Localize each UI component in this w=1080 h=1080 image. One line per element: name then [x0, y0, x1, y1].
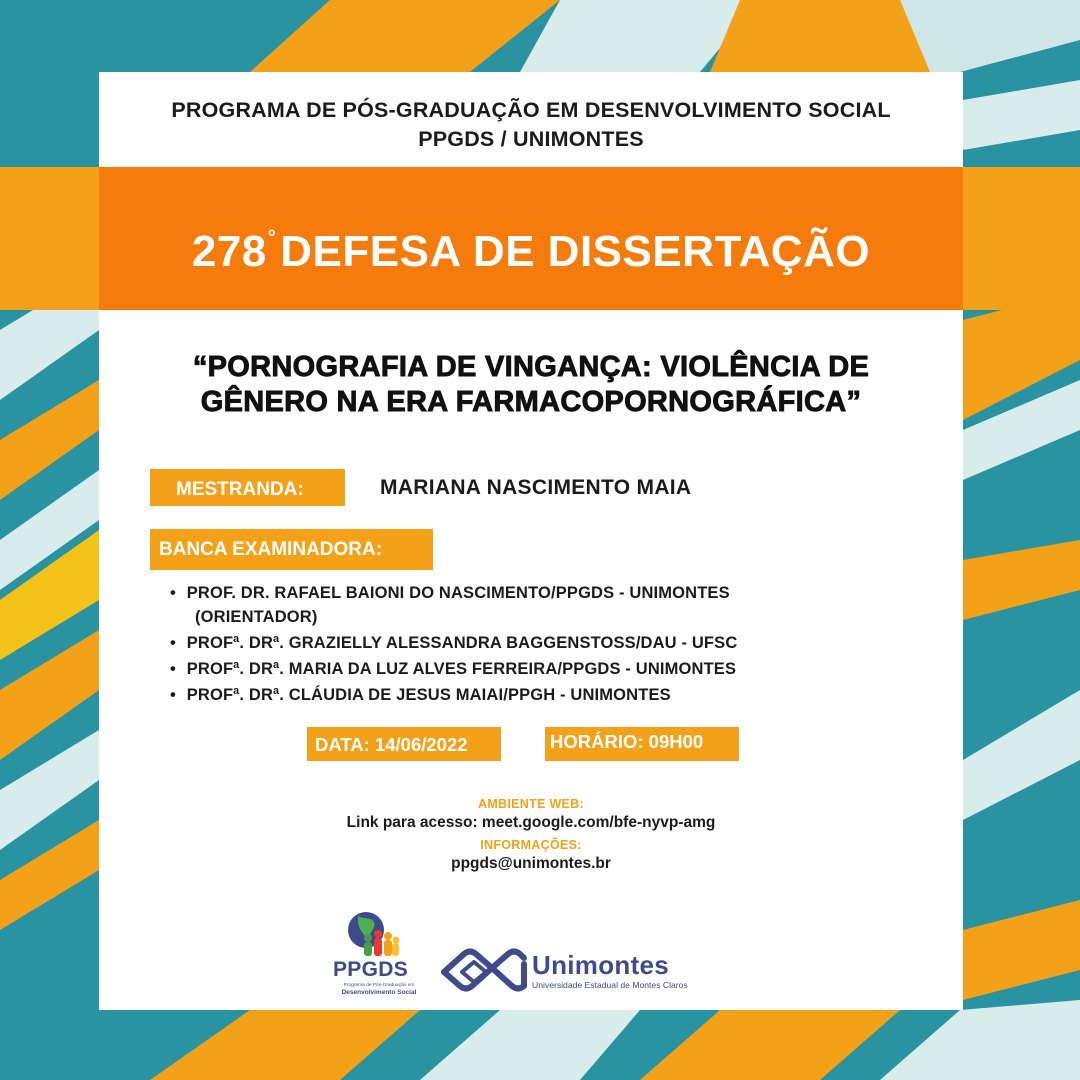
committee-member — [170, 581, 737, 629]
thesis-title — [99, 350, 963, 420]
member-role: (ORIENTADOR) — [195, 608, 318, 626]
member-name: PROF. DR. RAFAEL BAIONI DO NASCIMENTO/PPGDS - UNIMONTES — [186, 584, 730, 602]
contact-email[interactable]: ppgds@unimontes.br — [451, 855, 611, 872]
defense-number: 278 — [191, 227, 267, 276]
bullet: • — [170, 686, 176, 704]
program-abbreviation: PPGDS / UNIMONTES — [418, 127, 644, 151]
unimontes-subtitle: Universidade Estadual de Montes Claros — [532, 980, 688, 990]
defense-title-text: DEFESA DE DISSERTAÇÃO — [280, 227, 871, 276]
bullet: • — [170, 584, 176, 602]
time-badge: HORÁRIO: 09H00 — [545, 727, 739, 761]
bullet: • — [170, 660, 176, 678]
student-name: MARIANA NASCIMENTO MAIA — [380, 476, 692, 499]
ordinal-mark: ° — [267, 227, 277, 249]
ppgds-name: PPGDS — [333, 958, 409, 981]
committee-list — [170, 581, 737, 709]
student-label: MESTRANDA: — [150, 469, 345, 506]
thesis-title-line-1: “PORNOGRAFIA DE VINGANÇA: VIOLÊNCIA DE — [192, 351, 870, 383]
committee-member — [170, 683, 737, 707]
unimontes-name: Unimontes — [532, 950, 670, 980]
thesis-title-line-2: GÊNERO NA ERA FARMACOPORNOGRÁFICA” — [200, 386, 862, 418]
ppgds-subtitle-2: Desenvolvimento Social — [341, 989, 417, 996]
member-name: PROFª. DRª. GRAZIELLY ALESSANDRA BAGGENSTOSS/DAU - UFSC — [186, 634, 738, 652]
defense-title — [99, 210, 963, 280]
committee-label: BANCA EXAMINADORA: — [150, 529, 433, 570]
member-name: PROFª. DRª. CLÁUDIA DE JESUS MAIAI/PPGH - UNIMONTES — [186, 686, 671, 704]
meeting-link[interactable]: Link para acesso: meet.google.com/bfe-nyvp-amg — [346, 814, 716, 831]
web-label: AMBIENTE WEB: — [478, 797, 584, 811]
committee-member — [170, 631, 737, 655]
program-header — [99, 96, 963, 154]
info-label: INFORMAÇÕES: — [480, 838, 582, 852]
bullet: • — [170, 634, 176, 652]
date-badge: DATA: 14/06/2022 — [307, 727, 501, 761]
ppgds-subtitle: Programa de Pós-Graduação em — [343, 983, 415, 988]
committee-member — [170, 657, 737, 681]
program-name: PROGRAMA DE PÓS-GRADUAÇÃO EM DESENVOLVIMENTO SOCIAL — [171, 98, 891, 122]
member-name: PROFª. DRª. MARIA DA LUZ ALVES FERREIRA/PPGDS - UNIMONTES — [186, 660, 737, 678]
